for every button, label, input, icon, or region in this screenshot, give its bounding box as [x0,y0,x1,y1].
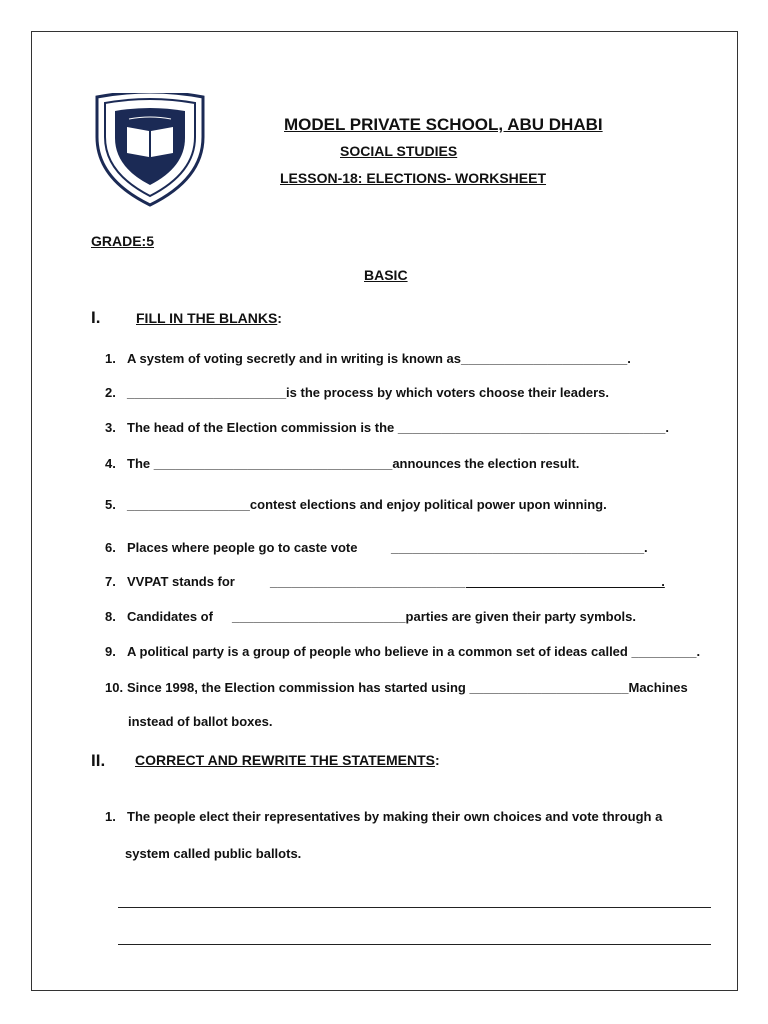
section-2-colon: : [434,752,440,768]
answer-line [118,907,711,908]
question-1-9 [105,644,700,659]
subject-title: SOCIAL STUDIES [340,143,458,159]
question-number: 1. [105,351,116,366]
question-1-3 [105,420,669,435]
question-number: 2. [105,385,116,400]
question-1-7-blank-2: ___________________________. [466,574,665,589]
lesson-title: LESSON-18: ELECTIONS- WORKSHEET [280,170,547,186]
grade-label: GRADE:5 [91,233,155,249]
question-number: 5. [105,497,116,512]
question-text: A system of voting secretly and in writing is known as_______________________. [127,351,631,366]
question-1-2 [105,385,609,400]
section-2-title: CORRECT AND REWRITE THE STATEMENTS [135,752,435,768]
section-1-heading [136,310,282,326]
question-2-1 [105,809,662,824]
section-1-numeral: I. [91,308,101,327]
school-crest-logo [91,93,209,208]
question-1-6 [105,540,357,555]
question-1-6-blank: ___________________________________. [391,540,648,555]
question-1-4 [105,456,579,471]
question-text: VVPAT stands for [127,574,235,589]
question-number: 6. [105,540,116,555]
level-label: BASIC [364,267,408,283]
question-number: 1. [105,809,116,824]
question-text: Candidates of [127,609,213,624]
section-2-numeral: II. [91,751,106,770]
question-text: The people elect their representatives by making their own choices and vote through a [127,809,663,824]
question-1-5 [105,497,607,512]
question-number: 4. [105,456,116,471]
question-text: The head of the Election commission is the _____________________________________. [127,420,670,435]
school-name: MODEL PRIVATE SCHOOL, ABU DHABI [284,115,603,134]
question-number: 3. [105,420,116,435]
question-1-7 [105,574,235,589]
question-1-10 [105,680,688,695]
question-1-8 [105,609,213,624]
question-text: The _________________________________announces the election result. [127,456,580,471]
question-1-7-blank: ___________________________ [270,574,466,589]
question-number: 7. [105,574,116,589]
section-1-colon: : [277,310,282,326]
question-text: A political party is a group of people who believe in a common set of ideas called _________. [127,644,701,659]
question-text: Since 1998, the Election commission has started using ______________________Machines [127,680,688,695]
question-number: 8. [105,609,116,624]
question-text: ______________________is the process by which voters choose their leaders. [127,385,610,400]
question-1-10-continued: instead of ballot boxes. [128,714,273,729]
question-number: 10. [105,680,124,695]
question-1-1 [105,351,631,366]
question-text: _________________contest elections and enjoy political power upon winning. [127,497,607,512]
question-1-8-blank: ________________________parties are given their party symbols. [232,609,636,624]
section-2-heading [135,752,440,768]
question-2-1-continued: system called public ballots. [125,846,302,861]
answer-line [118,944,711,945]
section-1-title: FILL IN THE BLANKS [136,310,278,326]
question-text: Places where people go to caste vote [127,540,358,555]
question-number: 9. [105,644,116,659]
